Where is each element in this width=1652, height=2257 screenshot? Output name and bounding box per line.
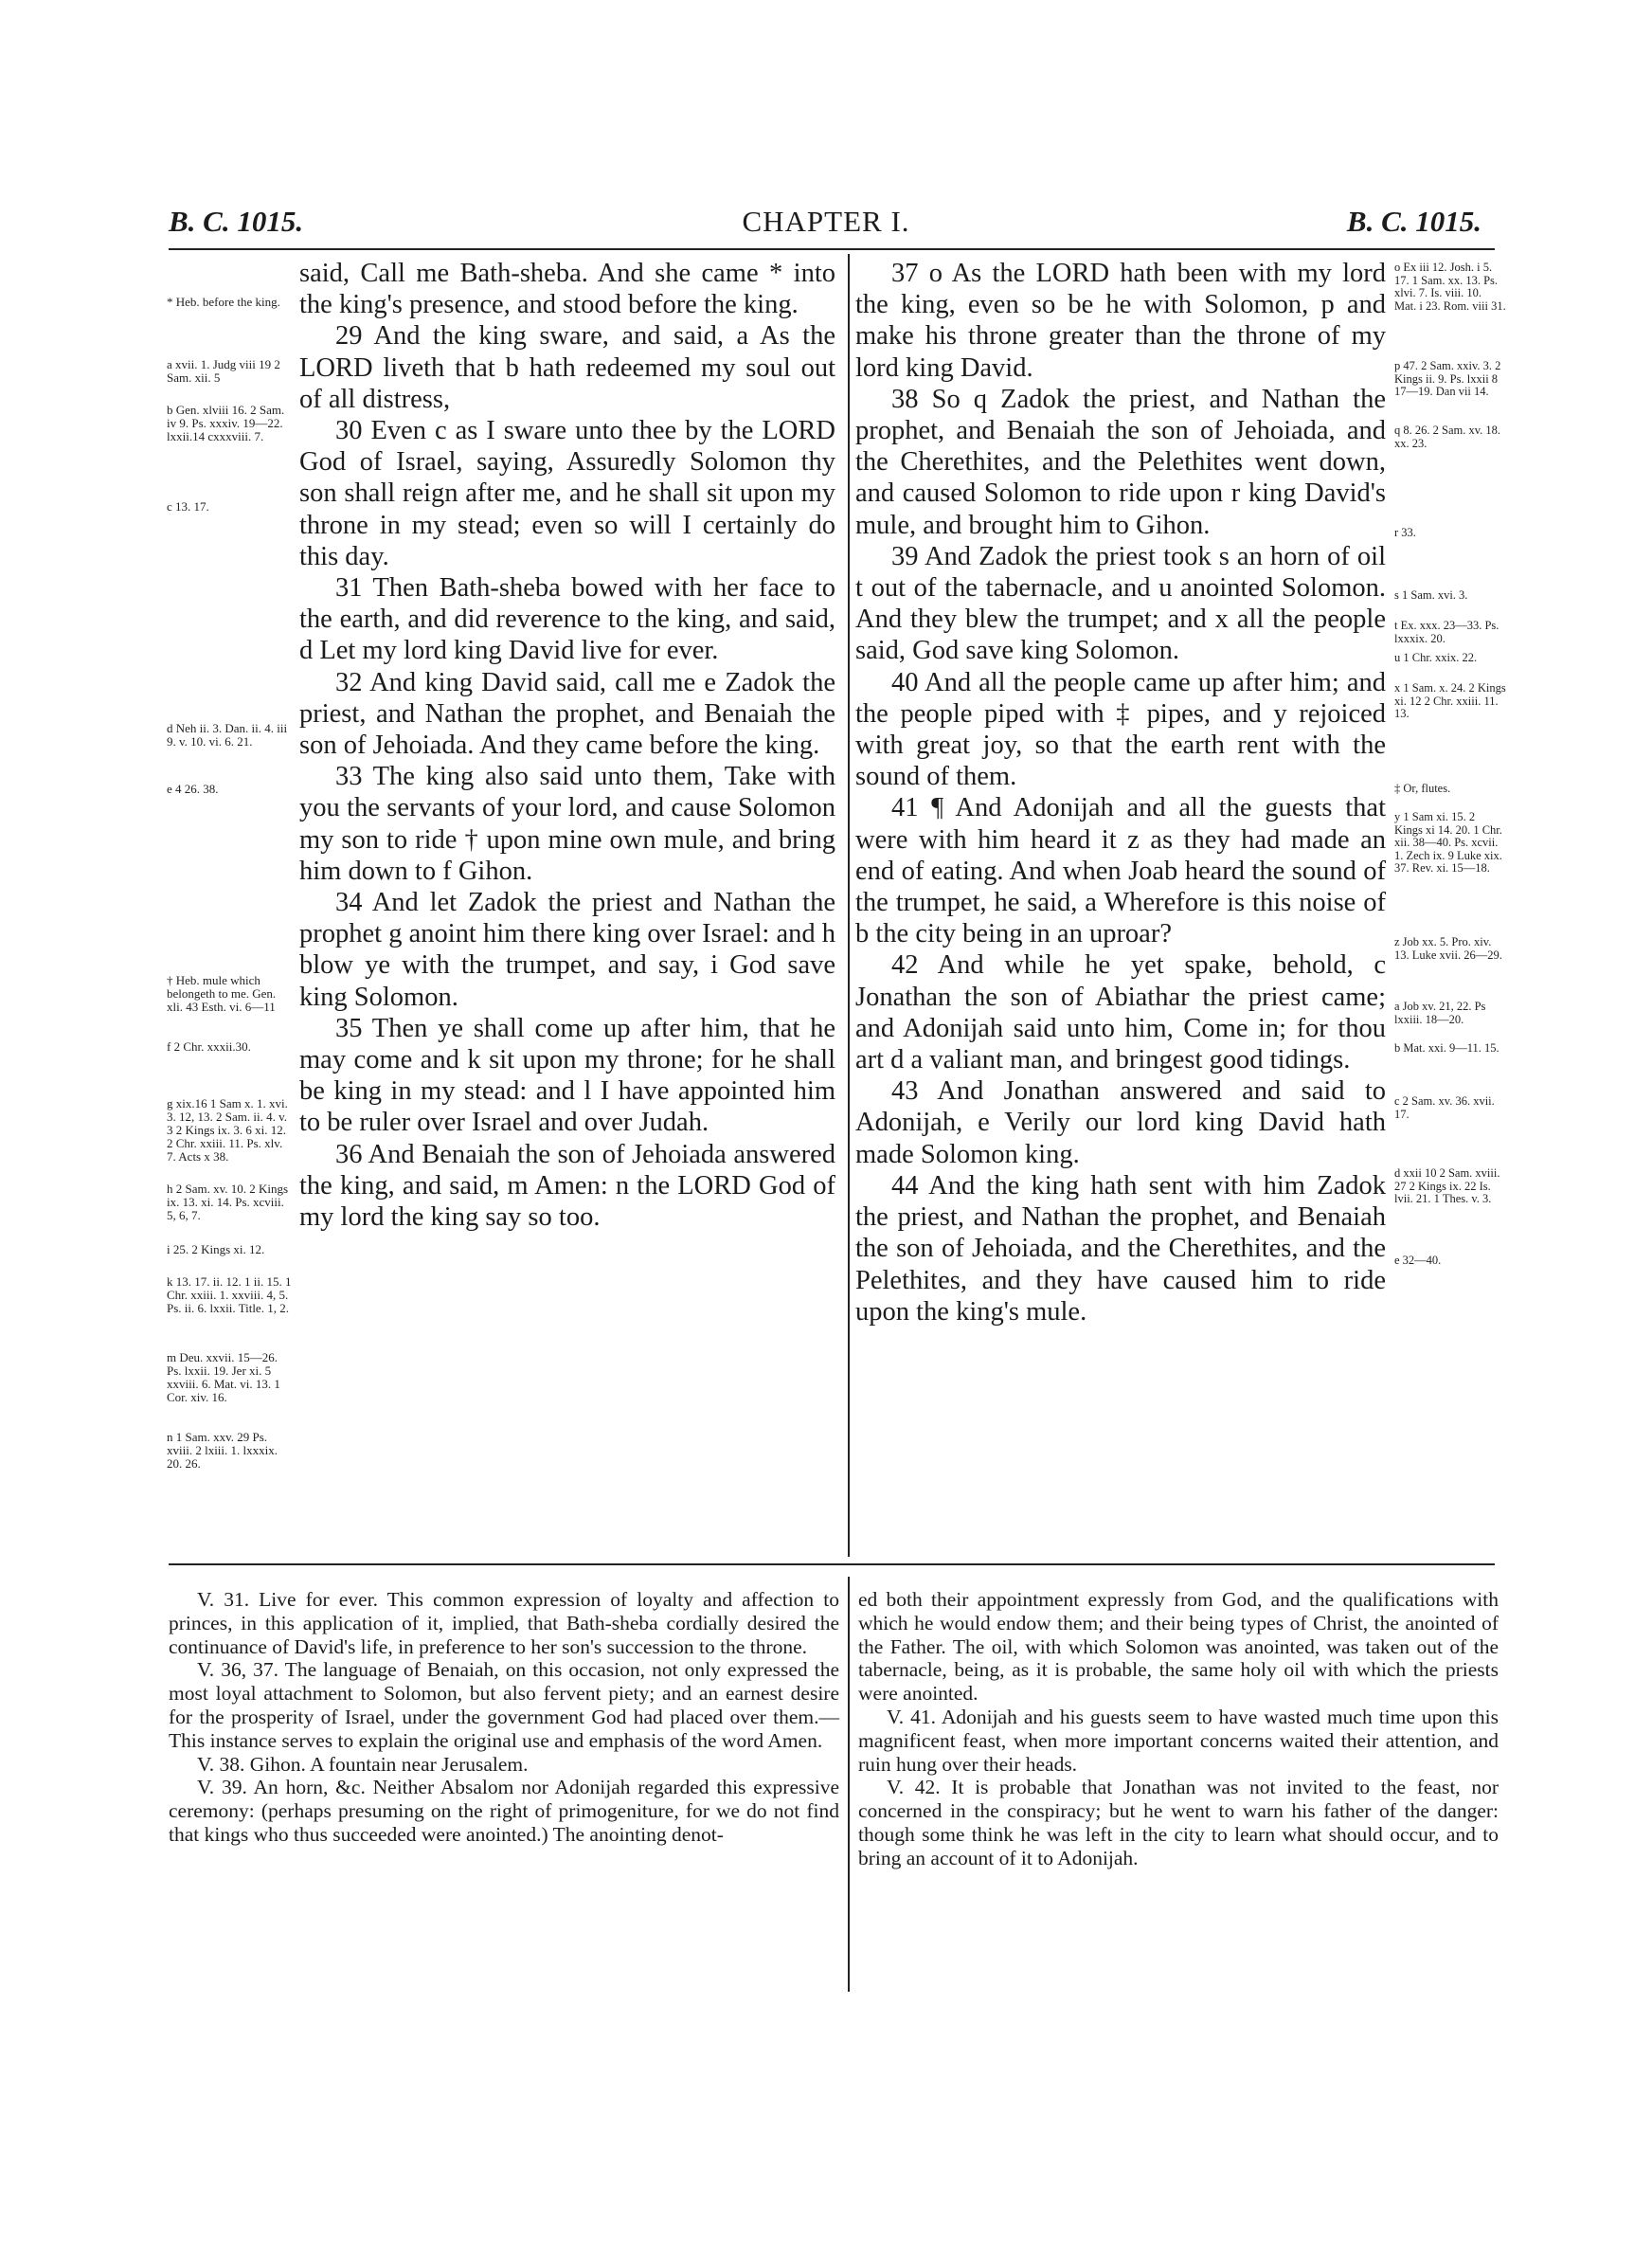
verse-text: 41 ¶ And Adonijah and all the guests that were with him heard it z as they had made an end of eating. And when Joab heard the sound of the trumpet, he said, a Wherefore is this noise of b the city being in an uproar? [855, 793, 1386, 949]
commentary-paragraph: V. 31. Live for ever. This common expression of loyalty and affection to princes, in this application of it, implied, that Bath-sheba cordially desired the continuance of David's life, in preference to her son's succession to the throne. [169, 1588, 839, 1658]
margin-note: ‡ Or, flutes. [1394, 782, 1451, 795]
commentary-left [169, 1588, 839, 1847]
margin-note: p 47. 2 Sam. xxiv. 3. 2 Kings ii. 9. Ps. lxxii 8 17—19. Dan vii 14. [1394, 359, 1501, 398]
margin-note: s 1 Sam. xvi. 3. [1394, 588, 1468, 602]
header-right: B. C. 1015. [1346, 205, 1481, 238]
margin-note: c 2 Sam. xv. 36. xvii. 17. [1394, 1094, 1495, 1121]
verse-text: 32 And king David said, call me e Zadok the priest, and Nathan the prophet, and Benaiah the son of Jehoiada. And they came before the king. [299, 667, 835, 761]
margin-note: † Heb. mule which belongeth to me. Gen. xli. 43 Esth. vi. 6—11 [167, 973, 277, 1014]
margin-note: o Ex iii 12. Josh. i 5. 17. 1 Sam. xx. 13. Ps. xlvi. 7. Is. viii. 10. Mat. i 23. Rom. viii 31. [1394, 261, 1506, 313]
verse-text: 44 And the king hath sent with him Zadok the priest, and Nathan the prophet, and Benaiah the son of Jehoiada, and the Cherethites, and the Pelethites, and they have caused him to ride upon the king's mule. [855, 1170, 1386, 1327]
margin-note: c 13. 17. [167, 499, 209, 514]
verse-text: 29 And the king sware, and said, a As the LORD liveth that b hath redeemed my soul out of all distress, [299, 321, 835, 414]
margin-note: m Deu. xxvii. 15—26. Ps. lxxii. 19. Jer xi. 5 xxviii. 6. Mat. vi. 13. 1 Cor. xiv. 16. [167, 1350, 280, 1404]
verse-text: 38 So q Zadok the priest, and Nathan the prophet, and Benaiah the son of Jehoiada, and the Cherethites, and the Pelethites went down, and caused Solomon to ride upon r king David's mule, and brought him to Gihon. [855, 384, 1386, 540]
margin-note: f 2 Chr. xxxii.30. [167, 1039, 251, 1054]
margin-note: u 1 Chr. xxix. 22. [1394, 651, 1478, 664]
verse-text: 43 And Jonathan answered and said to Adonijah, e Verily our lord king David hath made Solomon king. [855, 1076, 1386, 1169]
margin-note: t Ex. xxx. 23—33. Ps. lxxxix. 20. [1394, 619, 1499, 645]
verse-text: said, Call me Bath-sheba. And she came * into the king's presence, and stood before the king. [299, 259, 835, 320]
top-rule [169, 248, 1495, 250]
margin-note: b Mat. xxi. 9—11. 15. [1394, 1041, 1499, 1055]
margin-note: d xxii 10 2 Sam. xviii. 27 2 Kings ix. 22 Is. lvii. 21. 1 Thes. v. 3. [1394, 1166, 1500, 1205]
margin-note: i 25. 2 Kings xi. 12. [167, 1242, 265, 1256]
margin-note: * Heb. before the king. [167, 295, 280, 309]
column-divider [848, 254, 850, 1557]
margin-note: b Gen. xlviii 16. 2 Sam. iv 9. Ps. xxxiv. 19—22. lxxii.14 cxxxviii. 7. [167, 403, 285, 443]
margin-note: e 4 26. 38. [167, 782, 219, 796]
verse-text: 42 And while he yet spake, behold, c Jonathan the son of Abiathar the priest came; and Adonijah said unto him, Come in; for thou art d a valiant man, and bringest good tidings. [855, 950, 1386, 1075]
margin-note: g xix.16 1 Sam x. 1. xvi. 3. 12, 13. 2 Sam. ii. 4. v. 3 2 Kings ix. 3. 6 xi. 12. 2 Chr. xxiii. 11. Ps. xlv. 7. Acts x 38. [167, 1096, 288, 1164]
margin-note: q 8. 26. 2 Sam. xv. 18. xx. 23. [1394, 424, 1501, 450]
commentary-paragraph: V. 39. An horn, &c. Neither Absalom nor Adonijah regarded this expressive ceremony: (perhaps presuming on the right of primogeniture, for we do not find that kings who thus succeeded were anointed.) The anointing denot- [169, 1776, 839, 1846]
commentary-paragraph: V. 38. Gihon. A fountain near Jerusalem. [197, 1752, 529, 1776]
commentary-paragraph: V. 36, 37. The language of Benaiah, on this occasion, not only expressed the most loyal attachment to Solomon, but also fervent piety; and an earnest desire for the prosperity of Israel, under the government God had placed over them.—This instance serves to explain the original use and emphasis of the word Amen. [169, 1658, 839, 1752]
margin-note: k 13. 17. ii. 12. 1 ii. 15. 1 Chr. xxiii. 1. xxviii. 4, 5. Ps. ii. 6. lxxii. Title. 1, 2. [167, 1274, 292, 1315]
verse-text: 35 Then ye shall come up after him, that he may come and k sit upon my throne; for he shall be king in my stead: and l I have appointed him to be ruler over Israel and over Judah. [299, 1013, 835, 1138]
commentary-divider [848, 1577, 850, 1992]
margin-note: a Job xv. 21, 22. Ps lxxiii. 18—20. [1394, 1000, 1486, 1026]
verse-text: 37 o As the LORD hath been with my lord the king, even so be he with Solomon, p and make his throne greater than the throne of my lord king David. [855, 259, 1386, 383]
verse-text: 33 The king also said unto them, Take with you the servants of your lord, and cause Solomon my son to ride † upon mine own mule, and bring him down to f Gihon. [299, 762, 835, 886]
header-left: B. C. 1015. [169, 205, 304, 238]
verse-text: 39 And Zadok the priest took s an horn of oil t out of the tabernacle, and u anointed Solomon. And they blew the trumpet; and x all the people said, God save king Solomon. [855, 541, 1386, 666]
commentary-rule [169, 1563, 1495, 1565]
commentary-paragraph: V. 41. Adonijah and his guests seem to have wasted much time upon this magnificent feast, when more important concerns waited their attention, and ruin hung over their heads. [858, 1705, 1499, 1776]
verse-text: 30 Even c as I sware unto thee by the LORD God of Israel, saying, Assuredly Solomon thy son shall reign after me, and he shall sit upon my throne in my stead; even so will I certainly do this day. [299, 416, 835, 571]
verse-text: 34 And let Zadok the priest and Nathan the prophet g anoint him there king over Israel: and h blow ye with the trumpet, and say, i God save king Solomon. [299, 888, 835, 1012]
verse-text: 40 And all the people came up after him; and the people piped with ‡ pipes, and y rejoiced with great joy, so that the earth rent with the sound of them. [855, 667, 1386, 792]
margin-note: a xvii. 1. Judg viii 19 2 Sam. xii. 5 [167, 357, 280, 385]
margin-note: h 2 Sam. xv. 10. 2 Kings ix. 13. xi. 14. Ps. xcviii. 5, 6, 7. [167, 1182, 289, 1222]
verse-text: 36 And Benaiah the son of Jehoiada answered the king, and said, m Amen: n the LORD God of my lord the king say so too. [299, 1139, 835, 1233]
verse-text: 31 Then Bath-sheba bowed with her face to the earth, and did reverence to the king, and said, d Let my lord king David live for ever. [299, 573, 835, 666]
margin-note: y 1 Sam xi. 15. 2 Kings xi 14. 20. 1 Chr. xii. 38—40. Ps. xcvii. 1. Zech ix. 9 Luke xix. 37. Rev. xi. 15—18. [1394, 810, 1502, 875]
margin-note: d Neh ii. 3. Dan. ii. 4. iii 9. v. 10. vi. 6. 21. [167, 721, 288, 749]
commentary-right [858, 1588, 1499, 1870]
commentary-paragraph: ed both their appointment expressly from God, and the qualifications with which he would endow them; and their being types of Christ, the anointed of the Father. The oil, with which Solomon was anointed, was taken out of the tabernacle, being, as it is probable, the same holy oil with which the priests were anointed. [858, 1588, 1499, 1706]
margin-note: z Job xx. 5. Pro. xiv. 13. Luke xvii. 26—29. [1394, 935, 1502, 962]
right-column [855, 258, 1386, 1327]
chapter-title: CHAPTER I. [742, 205, 910, 238]
margin-note: r 33. [1394, 526, 1416, 539]
commentary-paragraph: V. 42. It is probable that Jonathan was not invited to the feast, nor concerned in the conspiracy; but he went to warn his father of the danger: though some think he was left in the city to learn what should occur, and to bring an account of it to Adonijah. [858, 1776, 1499, 1869]
left-column [299, 258, 835, 1233]
margin-note: x 1 Sam. x. 24. 2 Kings xi. 12 2 Chr. xxiii. 11. 13. [1394, 681, 1506, 720]
margin-note: n 1 Sam. xxv. 29 Ps. xviii. 2 lxiii. 1. lxxxix. 20. 26. [167, 1430, 278, 1471]
margin-note: e 32—40. [1394, 1254, 1442, 1267]
